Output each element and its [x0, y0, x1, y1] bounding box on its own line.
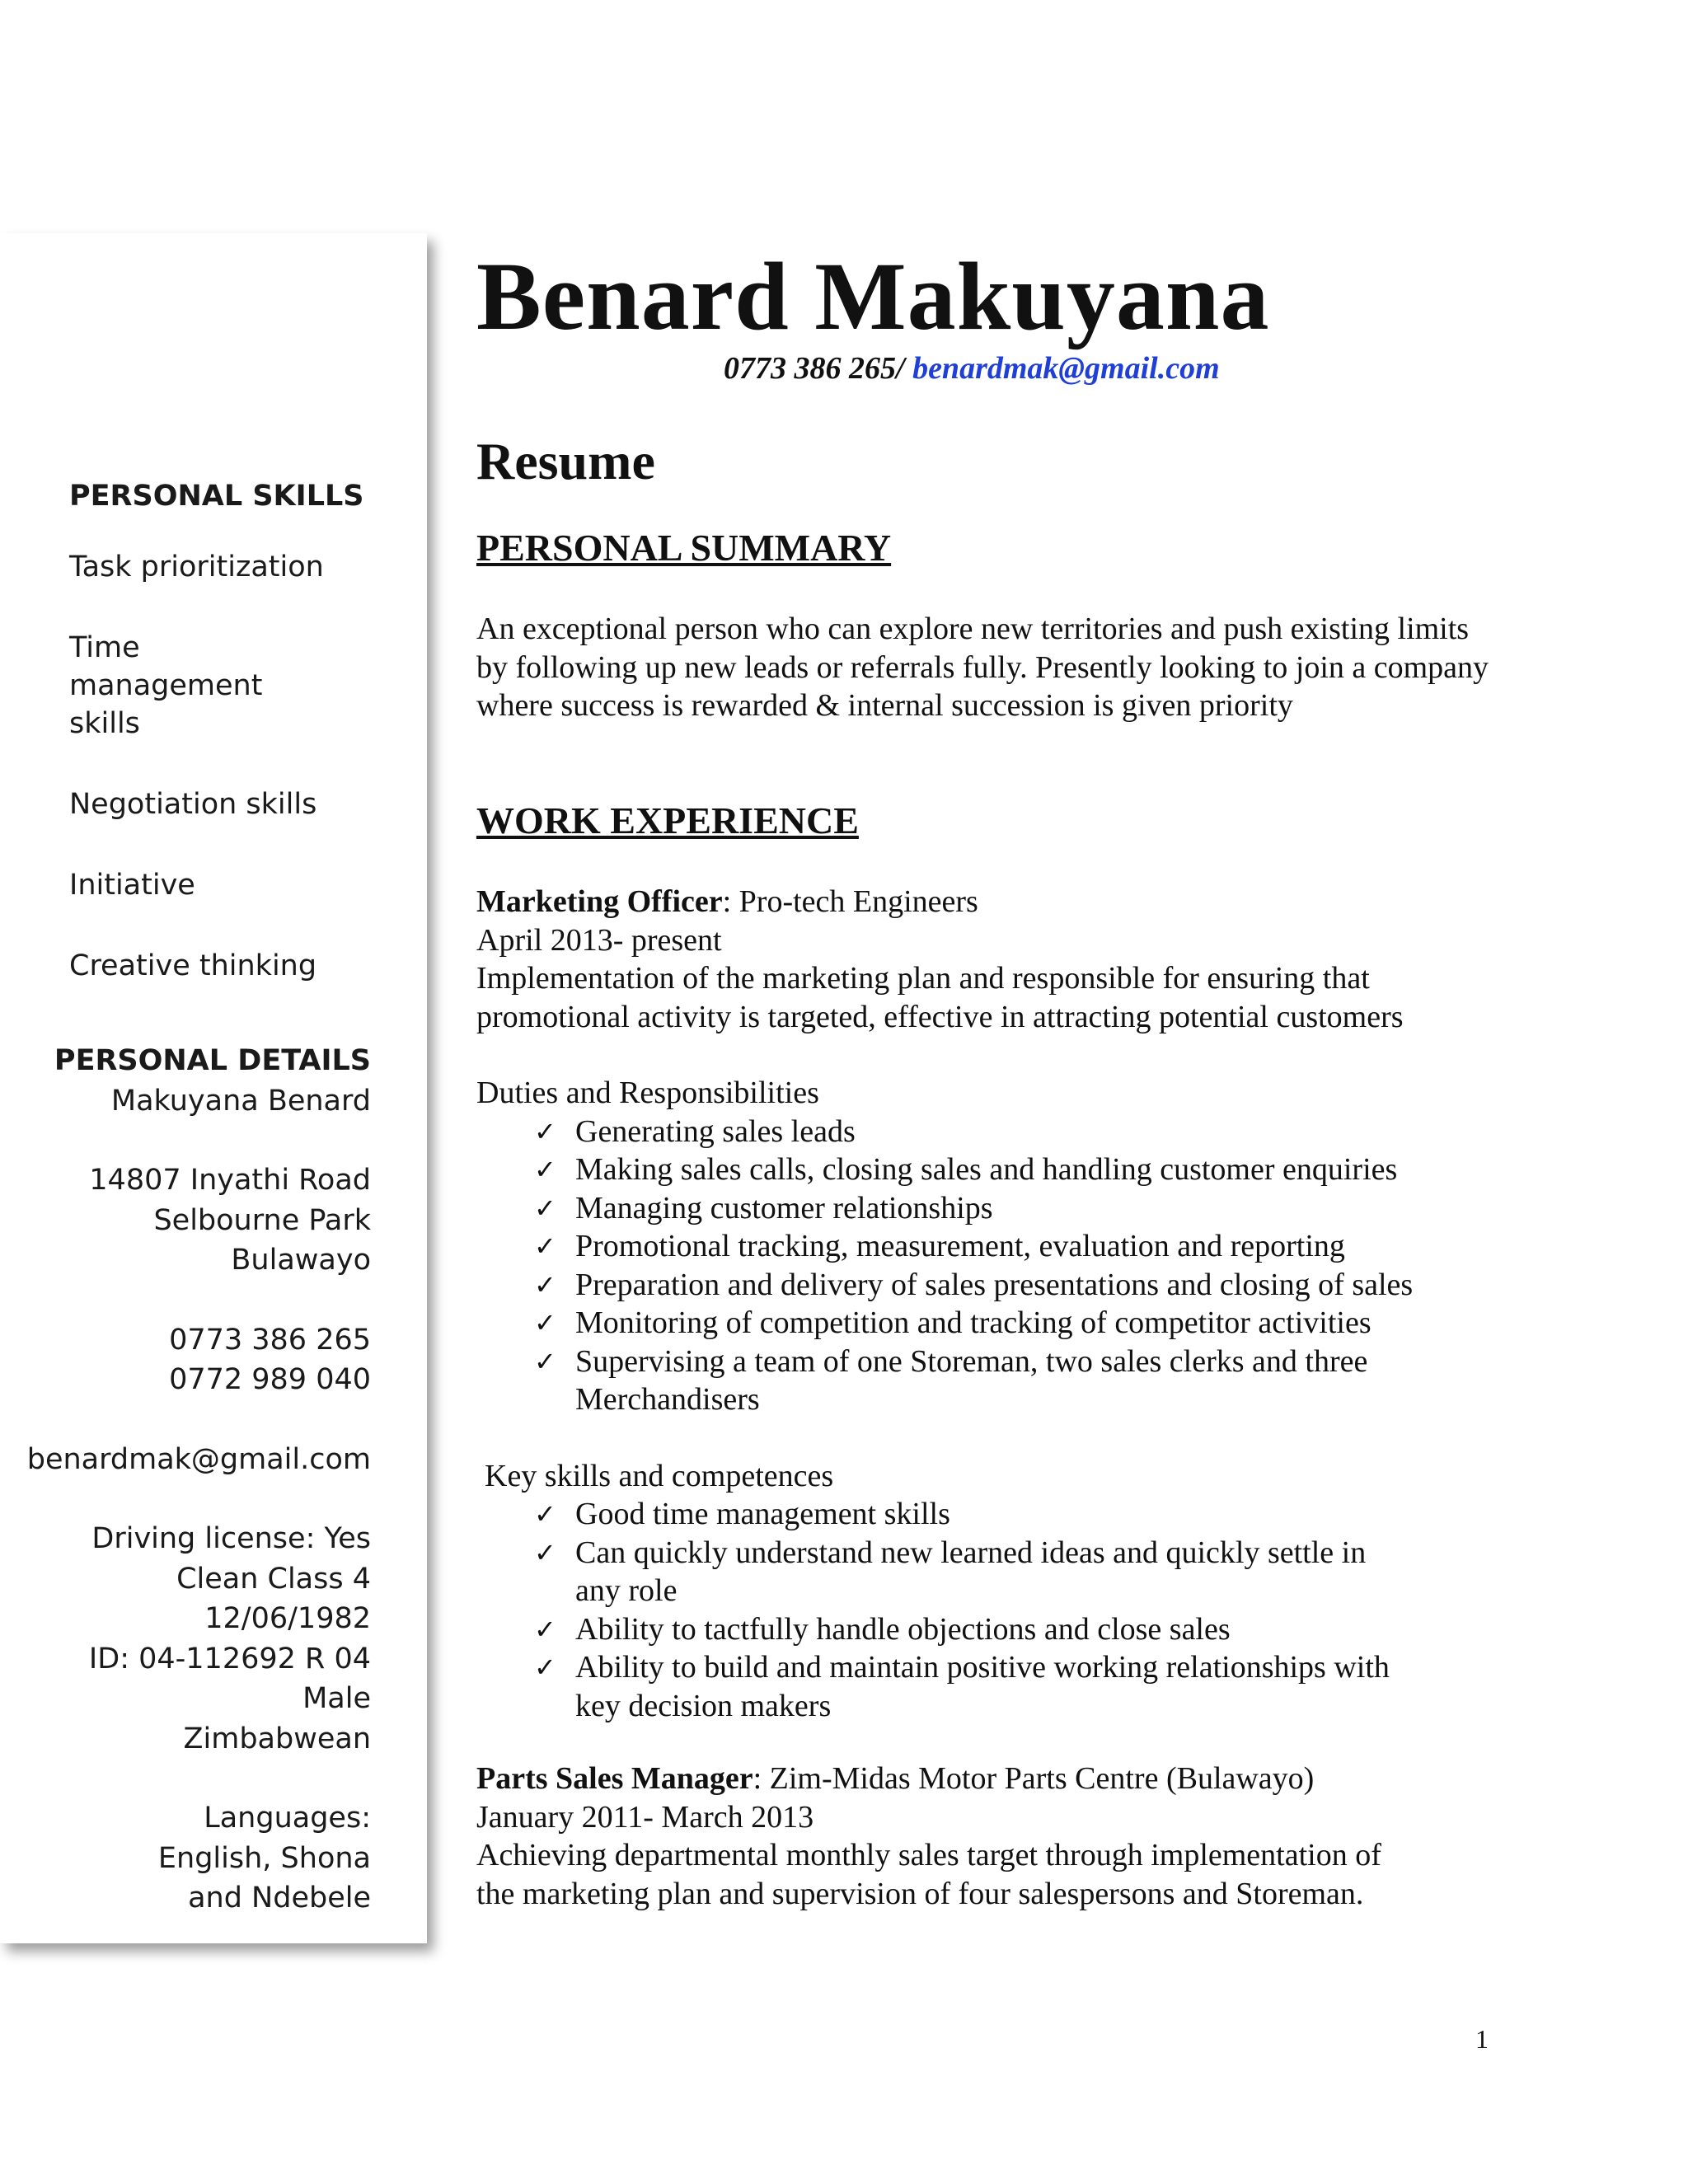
job-description: Achieving departmental monthly sales target through implementation of the marketing plan and supervision of four salespersons and Storeman.: [476, 1838, 1381, 1911]
personal-skills-section: [69, 477, 415, 1028]
address-line: 14807 Inyathi Road: [89, 1164, 371, 1197]
details-name: Makuyana Benard: [110, 1084, 371, 1118]
duties-heading: Duties and Responsibilities: [476, 1076, 819, 1110]
list-item: ✓ Ability to tactfully handle objections and close sales: [476, 1610, 1490, 1649]
candidate-name: Benard Makuyana: [476, 242, 1270, 350]
job-description: Implementation of the marketing plan and responsible for ensuring that promotional activity is targeted, effective in attracting potential customers: [476, 961, 1404, 1034]
date-of-birth: 12/06/1982: [204, 1602, 371, 1635]
list-item: ✓ Generating sales leads: [476, 1113, 1490, 1151]
address-line: Selbourne Park: [153, 1203, 371, 1237]
list-item: ✓ Promotional tracking, measurement, evaluation and reporting: [476, 1227, 1490, 1266]
list-item: ✓ Preparation and delivery of sales presentations and closing of sales: [476, 1266, 1490, 1305]
job-title-line: [476, 1760, 1490, 1798]
list-item: ✓ Good time management skills: [476, 1495, 1490, 1534]
contact-phone: 0773 386 265/: [724, 351, 905, 386]
sidebar-email: benardmak@gmail.com: [26, 1442, 371, 1476]
job-entry: [476, 883, 1490, 1725]
page-number: 1: [1475, 2024, 1489, 2054]
phone-number: 0772 989 040: [169, 1363, 371, 1396]
duties-list: [476, 1113, 1490, 1419]
languages: Languages: English, Shona and Ndebele: [157, 1802, 371, 1915]
job-title: Parts Sales Manager: [476, 1761, 753, 1796]
personal-skills-heading: PERSONAL SKILLS: [69, 480, 364, 513]
resume-title: Resume: [476, 432, 655, 490]
gender: Male: [302, 1682, 371, 1715]
skill-item: Initiative: [69, 869, 195, 902]
personal-details-section: [25, 1041, 371, 1919]
skill-item: Time management skills: [69, 631, 263, 740]
job-entry: [476, 1760, 1490, 1913]
contact-line: [724, 348, 1220, 389]
personal-details-heading: PERSONAL DETAILS: [54, 1044, 371, 1077]
nationality: Zimbabwean: [183, 1722, 371, 1755]
sidebar-panel: [0, 233, 427, 1943]
contact-email-link[interactable]: benardmak@gmail.com: [912, 351, 1220, 386]
list-item: ✓ Can quickly understand new learned ideas and quickly settle in any role: [476, 1534, 1400, 1610]
job-dates: April 2013- present: [476, 922, 722, 958]
job-company: : Pro-tech Engineers: [722, 884, 978, 919]
job-title: Marketing Officer: [476, 884, 723, 919]
list-item: ✓ Managing customer relationships: [476, 1189, 1490, 1228]
list-item: ✓ Supervising a team of one Storeman, two sales clerks and three Merchandisers: [476, 1343, 1400, 1419]
skill-item: Negotiation skills: [69, 788, 317, 821]
key-skills-heading: Key skills and competences: [485, 1458, 834, 1493]
key-skills-list: [476, 1495, 1490, 1725]
list-item: ✓ Ability to build and maintain positive working relationships with key decision makers: [476, 1648, 1400, 1725]
phone-number: 0773 386 265: [169, 1323, 371, 1357]
skill-item: Creative thinking: [69, 949, 317, 982]
address-line: Bulawayo: [231, 1244, 371, 1277]
driving-license: Driving license: Yes: [91, 1522, 371, 1555]
list-item: ✓ Making sales calls, closing sales and handling customer enquiries: [476, 1151, 1490, 1189]
skill-item: Task prioritization: [69, 551, 324, 583]
license-class: Clean Class 4: [176, 1562, 371, 1596]
id-number: ID: 04-112692 R 04: [88, 1642, 371, 1675]
list-item: ✓ Monitoring of competition and tracking of competitor activities: [476, 1304, 1490, 1343]
job-company: : Zim-Midas Motor Parts Centre (Bulawayo): [753, 1761, 1315, 1796]
personal-summary-text: An exceptional person who can explore new territories and push existing limits by following up new leads or referrals fully. Presently looking to join a company where success is rewarded & internal succession is given priority: [476, 612, 1489, 723]
job-title-line: [476, 883, 1490, 921]
work-experience-heading: WORK EXPERIENCE: [476, 799, 859, 841]
personal-summary-heading: PERSONAL SUMMARY: [476, 527, 892, 569]
job-dates: January 2011- March 2013: [476, 1799, 814, 1835]
